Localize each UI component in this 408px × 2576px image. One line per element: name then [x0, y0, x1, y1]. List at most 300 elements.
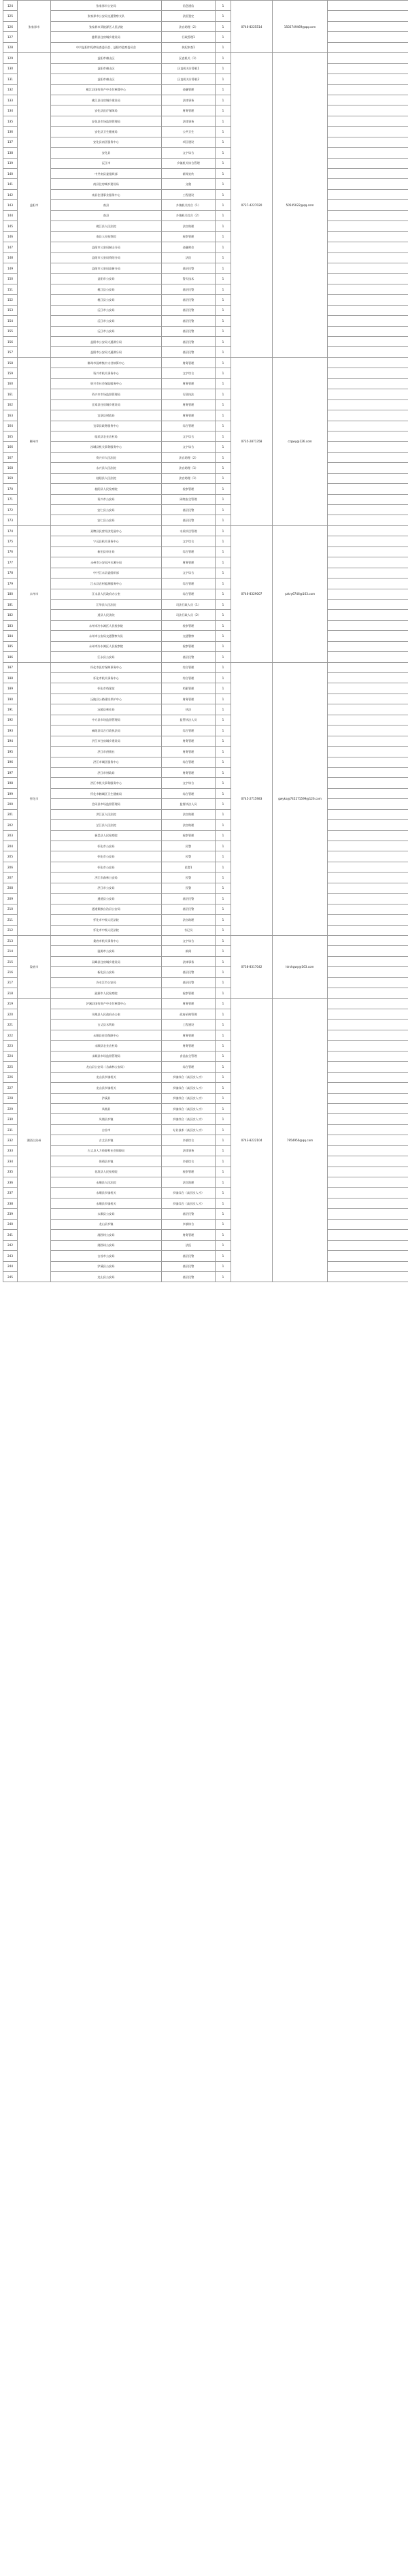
remark-cell [328, 210, 408, 221]
remark-cell [328, 1103, 408, 1113]
count-cell: 1 [216, 631, 231, 641]
position-cell: 财务管理 [162, 105, 216, 116]
remark-cell [328, 148, 408, 158]
count-cell: 1 [216, 673, 231, 683]
table-row [3, 21, 408, 31]
remark-cell [328, 1177, 408, 1188]
remark-cell [328, 673, 408, 683]
row-number-cell: 206 [3, 862, 18, 872]
remark-cell [328, 473, 408, 483]
position-cell: 政府采购管理 [162, 1009, 216, 1020]
position-cell: 乡镇综合（高层次人才） [162, 1072, 216, 1082]
count-cell: 1 [216, 925, 231, 935]
count-cell: 1 [216, 316, 231, 326]
position-cell: 综合管理 [162, 547, 216, 557]
count-cell: 1 [216, 284, 231, 294]
unit-cell: 中方县市场监督管理局 [51, 715, 162, 725]
row-number-cell: 125 [3, 11, 18, 21]
unit-cell: 新化县公安局 [51, 967, 162, 977]
remark-cell [328, 589, 408, 599]
remark-cell [328, 21, 408, 31]
row-number-cell: 203 [3, 830, 18, 841]
row-number-cell: 224 [3, 1051, 18, 1061]
count-cell: 1 [216, 904, 231, 914]
email-cell: czgwy@126.com [273, 357, 328, 525]
position-cell: 基层民警 [162, 305, 216, 315]
row-number-cell: 149 [3, 263, 18, 273]
position-cell: 项目建设 [162, 137, 216, 147]
position-cell: 法官助理 [162, 915, 216, 925]
row-number-cell: 179 [3, 578, 18, 589]
position-cell: 法医 [162, 1240, 216, 1250]
unit-cell: 永顺县住房保障中心 [51, 1030, 162, 1040]
table-row [3, 956, 408, 966]
row-number-cell: 236 [3, 1177, 18, 1188]
phone-cell: 0745-2715983 [231, 662, 273, 935]
table-row [3, 778, 408, 788]
unit-cell: 江永县农村能源服务中心 [51, 578, 162, 589]
unit-cell: 资兴市人民法院 [51, 452, 162, 462]
position-cell: 基层民警 [162, 904, 216, 914]
count-cell: 1 [216, 1124, 231, 1135]
table-row [3, 231, 408, 242]
row-number-cell: 172 [3, 505, 18, 515]
table-row [3, 652, 408, 662]
unit-cell: 永顺县乡镇机关 [51, 1198, 162, 1208]
position-cell: 综合管理 [162, 662, 216, 672]
table-row [3, 484, 408, 494]
remark-cell [328, 1261, 408, 1271]
unit-cell: 安化县市场监督管理局 [51, 116, 162, 126]
remark-cell [328, 841, 408, 851]
email-cell: 7954950@qq.com [273, 998, 328, 1282]
table-row [3, 1072, 408, 1082]
position-cell: 基层民警 [162, 1209, 216, 1219]
table-row [3, 873, 408, 883]
table-row [3, 694, 408, 704]
count-cell: 1 [216, 799, 231, 809]
row-number-cell: 208 [3, 883, 18, 893]
position-cell: 乡镇综合（高层次人才） [162, 1093, 216, 1103]
unit-cell: 桃江县人民法院 [51, 221, 162, 231]
table-row [3, 148, 408, 158]
row-number-cell: 217 [3, 977, 18, 988]
table-row [3, 1135, 408, 1145]
table-row [3, 757, 408, 767]
remark-cell [328, 421, 408, 431]
count-cell: 1 [216, 1020, 231, 1030]
remark-cell [328, 809, 408, 819]
city-cell: 娄底市 [18, 935, 51, 998]
count-cell: 1 [216, 148, 231, 158]
remark-cell [328, 284, 408, 294]
remark-cell [328, 799, 408, 809]
count-cell: 1 [216, 53, 231, 63]
position-cell: 法律事务 [162, 1145, 216, 1156]
table-row [3, 421, 408, 431]
count-cell: 1 [216, 956, 231, 966]
count-cell: 1 [216, 200, 231, 210]
unit-cell: 龙山县乡镇机关 [51, 1083, 162, 1093]
count-cell: 1 [216, 1219, 231, 1229]
row-number-cell: 213 [3, 935, 18, 945]
unit-cell: 双牌县民营经济发展中心 [51, 525, 162, 536]
table-row [3, 736, 408, 746]
position-cell: 公共卫生 [162, 127, 216, 137]
unit-cell: 通道侗族自治县公安局 [51, 904, 162, 914]
count-cell: 1 [216, 610, 231, 620]
unit-cell: 永顺县人民法院 [51, 1177, 162, 1188]
unit-cell: 益阳市公安局大通湖分局 [51, 337, 162, 347]
count-cell: 1 [216, 295, 231, 305]
table-row [3, 42, 408, 52]
count-cell: 1 [216, 557, 231, 568]
table-row [3, 1230, 408, 1240]
unit-cell: 龙山县公安局 [51, 1271, 162, 1282]
row-number-cell: 219 [3, 998, 18, 1009]
remark-cell [328, 1198, 408, 1208]
remark-cell [328, 525, 408, 536]
row-number-cell: 233 [3, 1145, 18, 1156]
unit-cell: 南县人民检察院 [51, 231, 162, 242]
position-cell: 基层民警 [162, 326, 216, 336]
row-number-cell: 148 [3, 252, 18, 263]
position-cell: 财务管理 [162, 767, 216, 777]
remark-cell [328, 105, 408, 116]
row-number-cell: 191 [3, 704, 18, 715]
count-cell: 1 [216, 326, 231, 336]
table-row [3, 620, 408, 630]
unit-cell: 安仁县公安局 [51, 515, 162, 525]
table-row [3, 463, 408, 473]
unit-cell: 资兴市市场监督管理局 [51, 389, 162, 400]
count-cell: 1 [216, 274, 231, 284]
remark-cell [328, 116, 408, 126]
unit-cell: 宜章县政务服务中心 [51, 421, 162, 431]
unit-cell: 湘西州公安局 [51, 1230, 162, 1240]
city-cell: 湘西自治州 [18, 998, 51, 1282]
unit-cell: 古丈县水利局 [51, 1020, 162, 1030]
unit-cell: 益阳市公安局资阳分局 [51, 252, 162, 263]
remark-cell [328, 757, 408, 767]
count-cell: 1 [216, 935, 231, 945]
count-cell: 1 [216, 368, 231, 378]
row-number-cell: 171 [3, 494, 18, 504]
row-number-cell: 173 [3, 515, 18, 525]
remark-cell [328, 788, 408, 798]
table-row [3, 557, 408, 568]
unit-cell: 保靖县乡镇 [51, 1156, 162, 1167]
remark-cell [328, 84, 408, 95]
position-cell: 基层民警 [162, 1251, 216, 1261]
position-cell: 区直机关计算机2 [162, 74, 216, 84]
unit-cell: 中共南县委组织部 [51, 169, 162, 179]
unit-cell: 资兴市机关事务中心 [51, 368, 162, 378]
position-cell: 财务管理 [162, 1030, 216, 1040]
table-row [3, 505, 408, 515]
position-cell: 财务管理 [162, 1230, 216, 1240]
count-cell: 1 [216, 221, 231, 231]
position-cell: 乡镇综合（高层次人才） [162, 1114, 216, 1124]
table-row [3, 1083, 408, 1093]
remark-cell [328, 515, 408, 525]
position-cell: 民警1 [162, 862, 216, 872]
position-cell: 监管执法人员 [162, 715, 216, 725]
count-cell: 1 [216, 179, 231, 189]
unit-cell: 怀化市中级人民法院 [51, 915, 162, 925]
remark-cell [328, 1083, 408, 1093]
count-cell: 1 [216, 977, 231, 988]
table-row [3, 788, 408, 798]
unit-cell: 益阳市公安局赫山分局 [51, 242, 162, 252]
remark-cell [328, 557, 408, 568]
remark-cell [328, 347, 408, 357]
row-number-cell: 158 [3, 357, 18, 368]
row-number-cell: 124 [3, 1, 18, 11]
row-number-cell: 168 [3, 463, 18, 473]
row-number-cell: 152 [3, 295, 18, 305]
count-cell: 1 [216, 21, 231, 31]
position-cell: 法医 [162, 252, 216, 263]
unit-cell: 宜章县财政局 [51, 410, 162, 421]
row-number-cell: 162 [3, 400, 18, 410]
remark-cell [328, 1145, 408, 1156]
table-row [3, 452, 408, 462]
unit-cell: 吉首市公安局 [51, 1251, 162, 1261]
position-cell: 金融管理 [162, 84, 216, 95]
count-cell: 1 [216, 347, 231, 357]
count-cell: 1 [216, 683, 231, 694]
row-number-cell: 127 [3, 32, 18, 42]
row-number-cell: 160 [3, 378, 18, 389]
count-cell: 1 [216, 589, 231, 599]
unit-cell: 泸溪县国有资产中支付核算中心 [51, 998, 162, 1009]
remark-cell [328, 32, 408, 42]
table-row [3, 1145, 408, 1156]
count-cell: 1 [216, 252, 231, 263]
row-number-cell: 195 [3, 747, 18, 757]
row-number-cell: 245 [3, 1271, 18, 1282]
table-row [3, 935, 408, 945]
count-cell: 1 [216, 473, 231, 483]
table-row [3, 883, 408, 893]
city-cell: 怀化市 [18, 662, 51, 935]
table-row [3, 1271, 408, 1282]
count-cell: 1 [216, 525, 231, 536]
count-cell: 1 [216, 1156, 231, 1167]
remark-cell [328, 137, 408, 147]
table-row [3, 977, 408, 988]
unit-cell: 安化县卫生健康局 [51, 127, 162, 137]
remark-cell [328, 452, 408, 462]
unit-cell: 洪江市机关事务服务中心 [51, 778, 162, 788]
unit-cell: 湘西州公安局 [51, 1240, 162, 1250]
count-cell: 1 [216, 747, 231, 757]
position-cell: 乡镇机关综合（1） [162, 200, 216, 210]
table-row [3, 169, 408, 179]
position-cell: 法官助理 [162, 221, 216, 231]
unit-cell: 龙山县乡镇 [51, 1219, 162, 1229]
remark-cell [328, 305, 408, 315]
remark-cell [328, 946, 408, 956]
count-cell: 1 [216, 1051, 231, 1061]
unit-cell: 中共江永县委组织部 [51, 568, 162, 578]
table-row [3, 1114, 408, 1124]
count-cell: 1 [216, 158, 231, 168]
remark-cell [328, 915, 408, 925]
unit-cell: 凤凰县 [51, 1103, 162, 1113]
remark-cell [328, 463, 408, 473]
remark-cell [328, 252, 408, 263]
remark-cell [328, 1051, 408, 1061]
unit-cell: 凤凰县人民政府办公室 [51, 1009, 162, 1020]
table-row [3, 767, 408, 777]
row-number-cell: 185 [3, 641, 18, 651]
position-cell: 基层民警 [162, 977, 216, 988]
table-row [3, 820, 408, 830]
table-row [3, 274, 408, 284]
table-row [3, 1062, 408, 1072]
table-row [3, 189, 408, 199]
position-cell: 专业技术（高层次人才） [162, 1124, 216, 1135]
unit-cell: 道县人民法院 [51, 610, 162, 620]
remark-cell [328, 652, 408, 662]
remark-cell [328, 11, 408, 21]
remark-cell [328, 568, 408, 578]
count-cell: 1 [216, 42, 231, 52]
table-row [3, 673, 408, 683]
position-cell: 书记员 [162, 925, 216, 935]
position-cell: 检察管理 [162, 830, 216, 841]
unit-cell: 宜章县住房城乡建设局 [51, 400, 162, 410]
table-row [3, 221, 408, 231]
phone-cell: 0738-8317042 [231, 935, 273, 998]
unit-cell: 慈利县住房城乡建设局 [51, 32, 162, 42]
row-number-cell: 181 [3, 599, 18, 609]
position-cell: 乡镇综合 [162, 1219, 216, 1229]
count-cell: 1 [216, 757, 231, 767]
position-cell: 综合管理 [162, 1062, 216, 1072]
row-number-cell: 244 [3, 1261, 18, 1271]
table-row [3, 1188, 408, 1198]
count-cell: 1 [216, 169, 231, 179]
remark-cell [328, 1156, 408, 1167]
remark-cell [328, 873, 408, 883]
position-cell: 新闻宣传 [162, 169, 216, 179]
table-row [3, 1093, 408, 1103]
unit-cell: 益阳市赫山区 [51, 74, 162, 84]
unit-cell: 桃江县住房城乡建设局 [51, 95, 162, 105]
unit-cell: 南县 [51, 200, 162, 210]
count-cell: 1 [216, 1, 231, 11]
position-cell: 交通警察 [162, 631, 216, 641]
position-cell: 基层民警 [162, 263, 216, 273]
remark-cell [328, 295, 408, 305]
unit-cell: 永州市公安局冷水滩分局 [51, 557, 162, 568]
count-cell: 1 [216, 378, 231, 389]
table-row [3, 242, 408, 252]
count-cell: 1 [216, 105, 231, 116]
unit-cell: 双峰县住房城乡建设局 [51, 956, 162, 966]
position-cell: 检察管理 [162, 641, 216, 651]
remark-cell [328, 1030, 408, 1040]
recruitment-table [3, 0, 408, 1282]
count-cell: 1 [216, 210, 231, 221]
unit-cell: 洪江区人民法院 [51, 809, 162, 819]
remark-cell [328, 158, 408, 168]
position-cell: 文字综合 [162, 778, 216, 788]
remark-cell [328, 851, 408, 862]
count-cell: 1 [216, 95, 231, 105]
remark-cell [328, 547, 408, 557]
unit-cell: 永顺县公安局 [51, 1209, 162, 1219]
count-cell: 1 [216, 231, 231, 242]
count-cell: 1 [216, 715, 231, 725]
unit-cell: 沅江市 [51, 158, 162, 168]
phone-cell: 0735-2871358 [231, 357, 273, 525]
position-cell: 司法行政人员（2） [162, 610, 216, 620]
row-number-cell: 243 [3, 1251, 18, 1261]
position-cell: 财务管理 [162, 557, 216, 568]
position-cell: 综合管理 [162, 589, 216, 599]
row-number-cell: 193 [3, 725, 18, 736]
unit-cell: 怀化市鹤城区卫生健康局 [51, 788, 162, 798]
table-row [3, 809, 408, 819]
position-cell: 监督执法人员 [162, 799, 216, 809]
position-cell: 网络安全管理 [162, 494, 216, 504]
count-cell: 1 [216, 63, 231, 74]
count-cell: 1 [216, 494, 231, 504]
unit-cell: 江华县人民法院 [51, 599, 162, 609]
remark-cell [328, 368, 408, 378]
count-cell: 1 [216, 1145, 231, 1156]
remark-cell [328, 620, 408, 630]
table-row [3, 998, 408, 1009]
count-cell: 1 [216, 263, 231, 273]
count-cell: 1 [216, 809, 231, 819]
unit-cell: 永顺县农业农村局 [51, 1041, 162, 1051]
table-row [3, 473, 408, 483]
table-row [3, 830, 408, 841]
row-number-cell: 226 [3, 1072, 18, 1082]
table-row [3, 925, 408, 935]
position-cell: 基层民警 [162, 515, 216, 525]
row-number-cell: 183 [3, 620, 18, 630]
row-number-cell: 166 [3, 442, 18, 452]
row-number-cell: 237 [3, 1188, 18, 1198]
unit-cell: 芷江县人民法院 [51, 820, 162, 830]
row-number-cell: 228 [3, 1093, 18, 1103]
position-cell: 区直机关计算机1 [162, 63, 216, 74]
position-cell: 基层民警 [162, 505, 216, 515]
count-cell: 1 [216, 662, 231, 672]
row-number-cell: 130 [3, 63, 18, 74]
unit-cell: 桃江县公安局 [51, 295, 162, 305]
count-cell: 1 [216, 736, 231, 746]
position-cell: 司法行政人员（1） [162, 599, 216, 609]
count-cell: 1 [216, 998, 231, 1009]
unit-cell: 怀化市公安局 [51, 851, 162, 862]
remark-cell [328, 169, 408, 179]
count-cell: 1 [216, 946, 231, 956]
count-cell: 1 [216, 873, 231, 883]
position-cell: 民警 [162, 841, 216, 851]
table-row [3, 641, 408, 651]
unit-cell: 洪江市供销社 [51, 747, 162, 757]
count-cell: 1 [216, 242, 231, 252]
count-cell: 1 [216, 778, 231, 788]
row-number-cell: 227 [3, 1083, 18, 1093]
